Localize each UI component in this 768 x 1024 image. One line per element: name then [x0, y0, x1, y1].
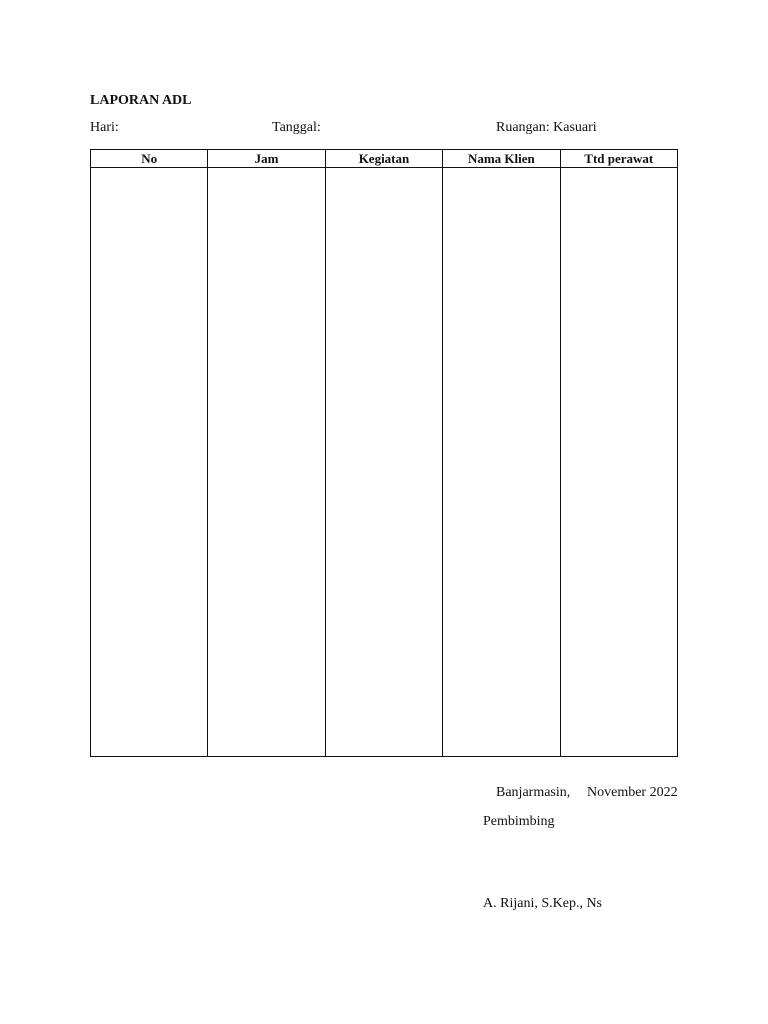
field-tanggal: Tanggal: — [272, 120, 321, 135]
field-ruangan: Ruangan: Kasuari — [496, 120, 597, 135]
field-hari: Hari: — [90, 120, 119, 135]
table-row — [91, 168, 678, 757]
column-header-jam: Jam — [208, 150, 325, 168]
signature-place: Banjarmasin, — [496, 785, 571, 800]
column-header-no: No — [91, 150, 208, 168]
table-cell-no — [91, 168, 208, 757]
table-cell-jam — [208, 168, 325, 757]
signature-name: A. Rijani, S.Kep., Ns — [483, 896, 602, 911]
signature-role: Pembimbing — [483, 814, 555, 829]
adl-report-table — [90, 149, 678, 757]
table-header-row — [91, 150, 678, 168]
column-header-kegiatan: Kegiatan — [325, 150, 442, 168]
document-title: LAPORAN ADL — [90, 93, 192, 108]
table-cell-ttd-perawat — [560, 168, 677, 757]
signature-date: November 2022 — [587, 785, 678, 800]
table-cell-nama-klien — [443, 168, 560, 757]
column-header-ttd-perawat: Ttd perawat — [560, 150, 677, 168]
table-cell-kegiatan — [325, 168, 442, 757]
column-header-nama-klien: Nama Klien — [443, 150, 560, 168]
